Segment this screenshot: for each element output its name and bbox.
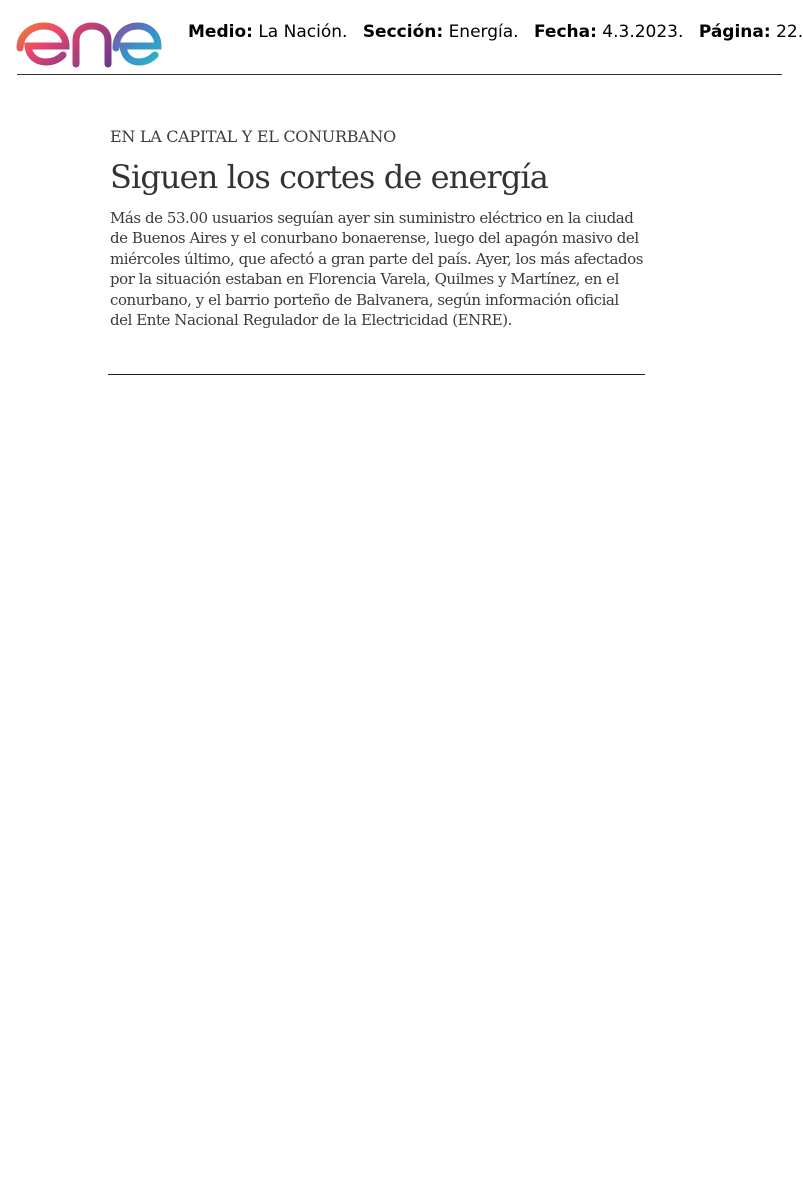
article-body-line: de Buenos Aires y el conurbano bonaerense, luego del apagón masivo del — [110, 229, 639, 248]
article-body-line: miércoles último, que afectó a gran parte del país. Ayer, los más afectados — [110, 249, 643, 268]
article-body-line: Más de 53.00 usuarios seguían ayer sin suministro eléctrico en la ciudad — [110, 209, 634, 227]
fecha-value: 4.3.2023. — [602, 22, 684, 42]
header-divider — [17, 74, 782, 75]
pagina-value: 22. — [776, 22, 803, 42]
clipping-header — [0, 0, 803, 76]
article-body-line: del Ente Nacional Regulador de la Electricidad (ENRE). — [110, 311, 512, 330]
article-headline: Siguen los cortes de energía — [110, 158, 548, 196]
seccion-label: Sección: — [362, 22, 444, 42]
medio-label: Medio: — [188, 22, 253, 42]
article-divider — [108, 374, 645, 375]
clipping-metadata — [188, 22, 803, 42]
enel-logo — [16, 14, 172, 68]
article-kicker: EN LA CAPITAL Y EL CONURBANO — [110, 127, 396, 146]
medio-value: La Nación. — [258, 22, 348, 42]
article-body-line: por la situación estaban en Florencia Varela, Quilmes y Martínez, en el — [110, 270, 619, 289]
article-body-line: conurbano, y el barrio porteño de Balvanera, según información oficial — [110, 290, 619, 309]
article-body — [110, 208, 670, 330]
seccion-value: Energía. — [448, 22, 519, 42]
pagina-label: Página: — [698, 22, 771, 42]
fecha-label: Fecha: — [533, 22, 597, 42]
news-article — [110, 126, 670, 330]
